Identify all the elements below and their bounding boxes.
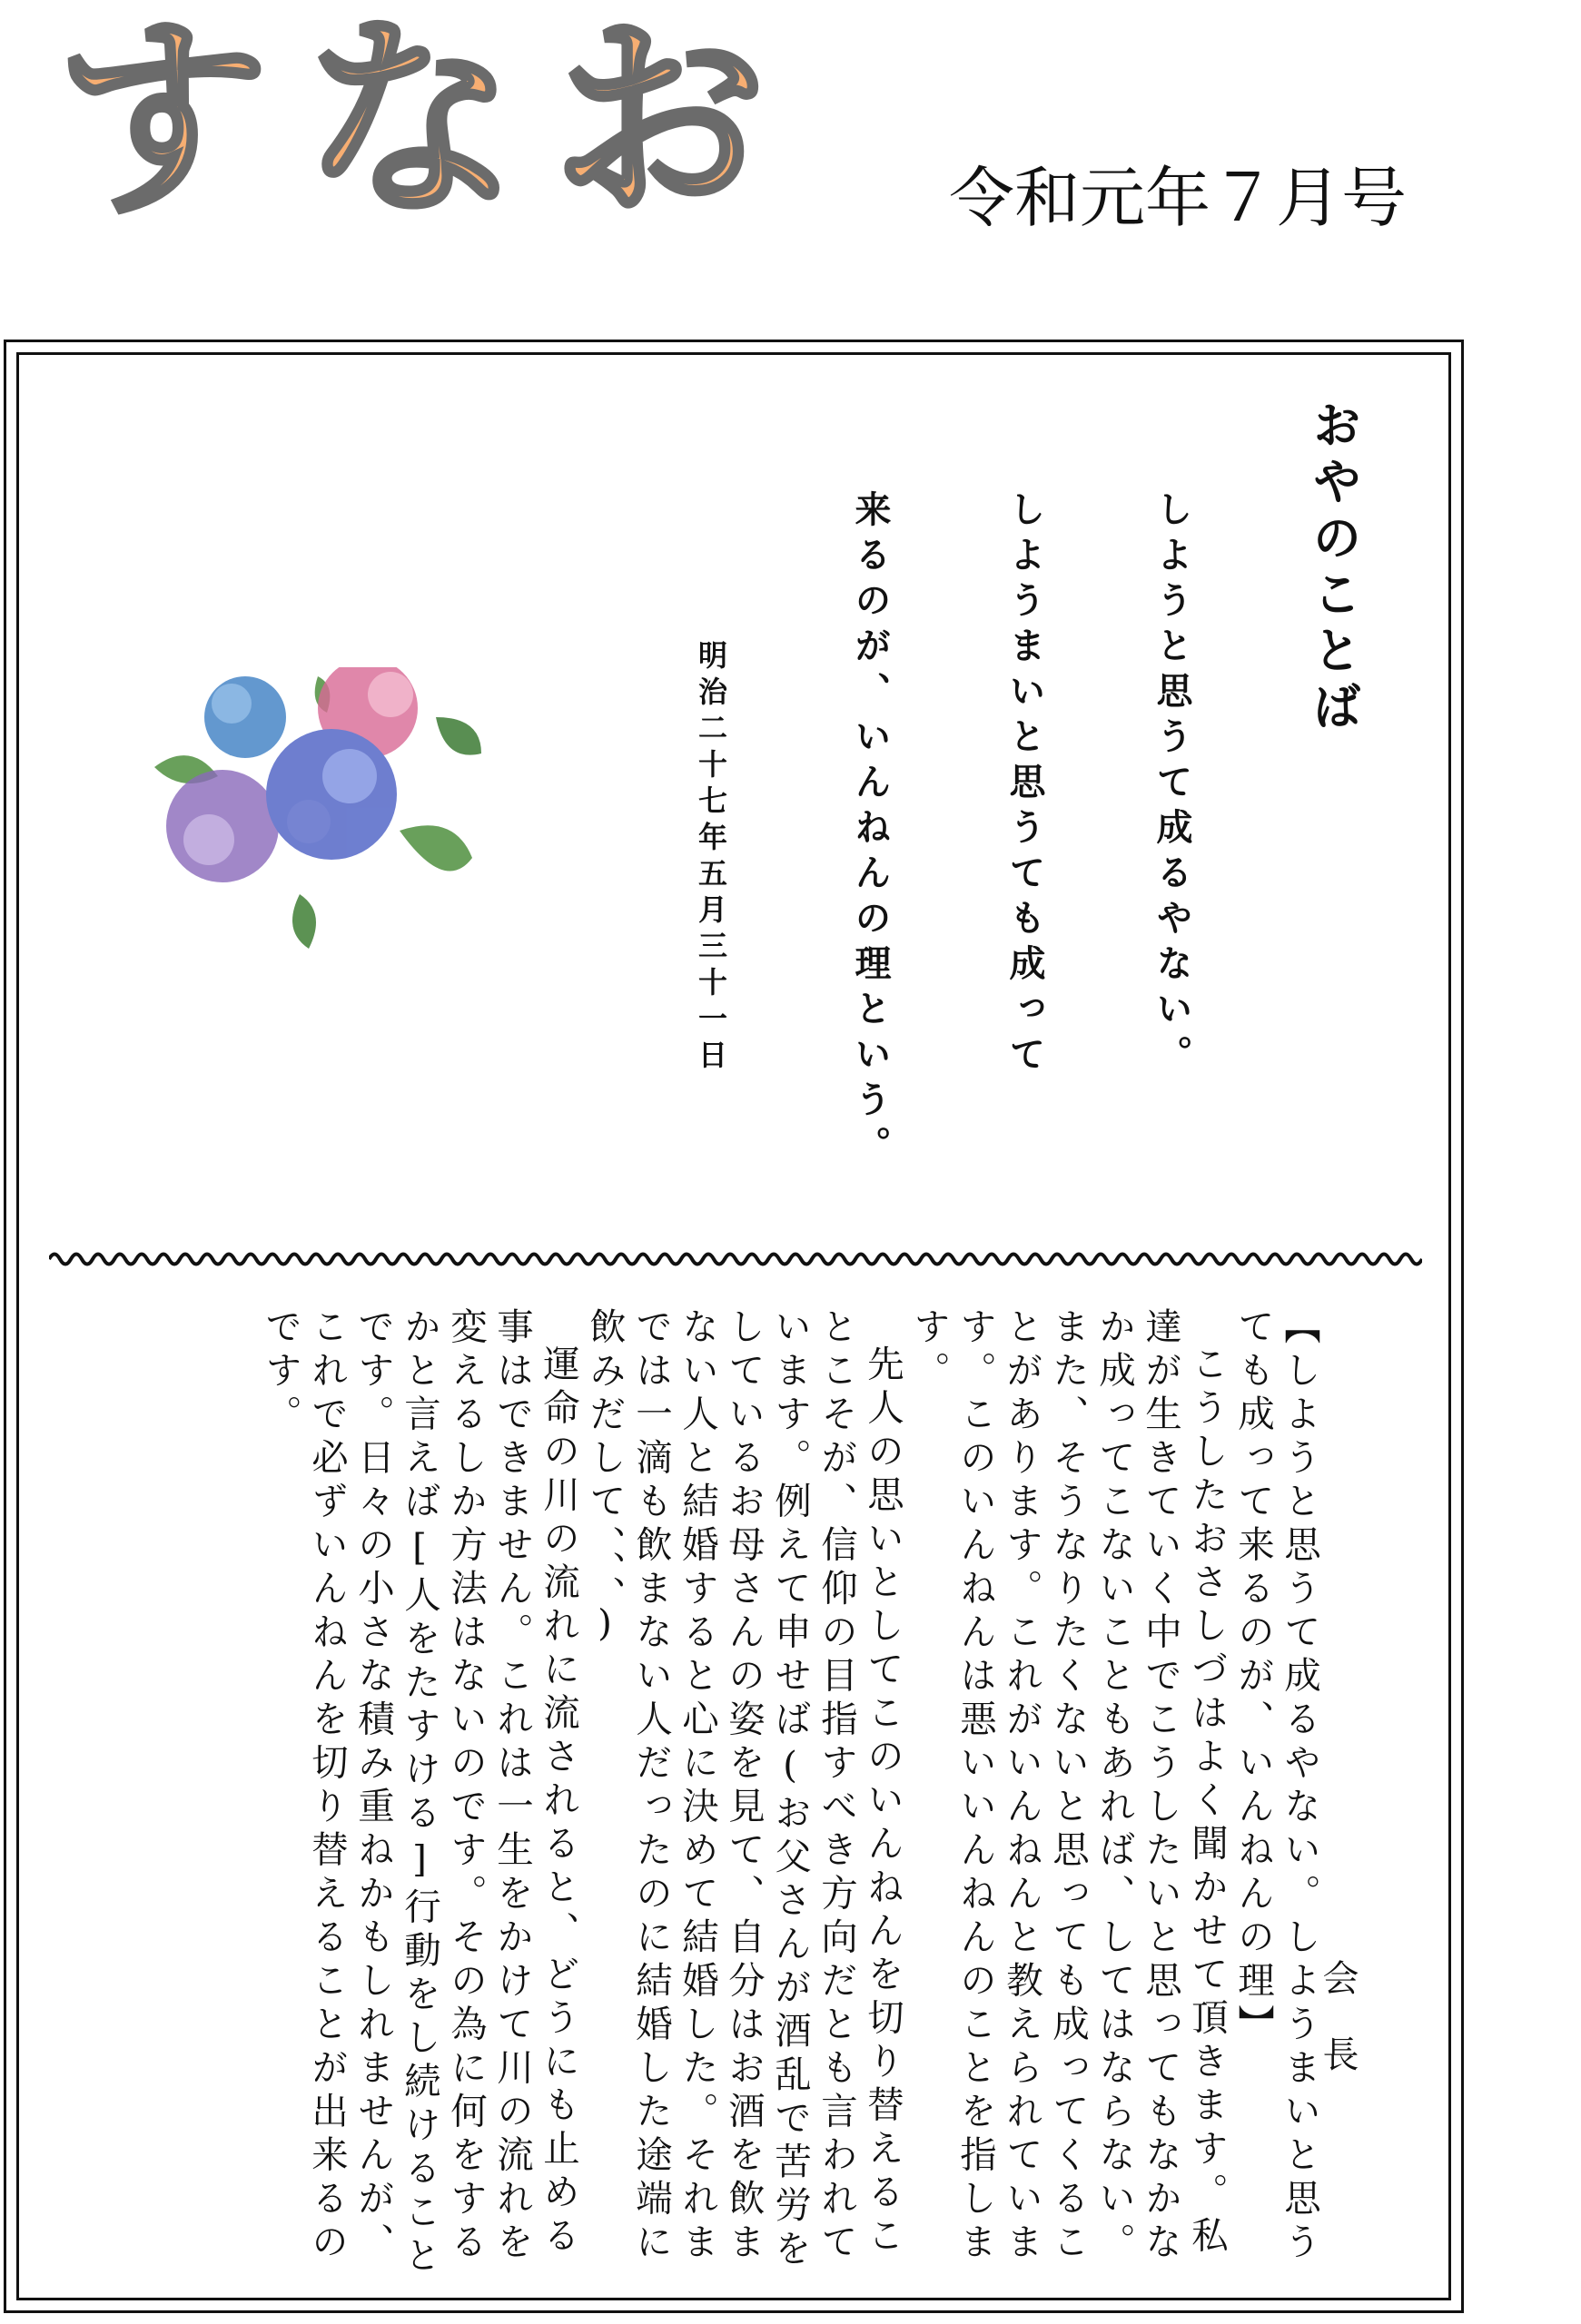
article-heading: 【しようと思うて成るやない。しようまいと思うても成って来るのが、いんねんの理】	[1231, 1307, 1321, 2266]
oya-kotoba-line-2: しようまいと思うても成って	[1003, 490, 1045, 1080]
oya-kotoba-line-3: 来るのが、いんねんの理という。	[849, 490, 891, 1171]
article-body	[78, 1307, 1322, 2297]
wavy-divider	[49, 1246, 1422, 1273]
article-paragraph: こうしたおさしづはよく聞かせて頂きます。私達が生きていく中でこうしたいと思ってもなかなか成ってこないこともあれば、してはならない。また、そうなりたくないと思っても成ってくることがあります。これがいんねんと教えられています。このいんねんは悪いいんねんのことを指します。	[907, 1307, 1229, 2266]
article-author: 会長	[1317, 1959, 1359, 2112]
article-paragraph: 運命の川の流れに流されると、どうにも止める事はできません。これは一生をかけて川の流れを変えるしか方法はないのです。その為に何をするかと言えば[人をたすける]行動をし続けることです。日々の小さな積み重ねかもしれませんが、これで必ずいんねんを切り替えることが出来るのです。	[259, 1307, 580, 2280]
masthead-title: すなお	[54, 0, 802, 245]
article-paragraph: 先人の思いとしてこのいんねんを切り替えることこそが、信仰の目指すべき方向だとも言われています。例えて申せば(お父さんが酒乱で苦労をしているお母さんの姿を見て、自分はお酒を飲まない人と結婚すると心に決めて結婚した。それまでは一滴も飲まない人だったのに結婚した途端に飲みだして、、、)	[583, 1307, 904, 2273]
oya-kotoba-heading: おやのことば	[1305, 399, 1362, 737]
oya-kotoba-line-1: しようと思うて成るやない。	[1151, 490, 1192, 1080]
issue-date: 令和元年７月号	[949, 160, 1408, 236]
oya-kotoba-date: 明治二十七年五月三十一日	[694, 640, 728, 1076]
hydrangea-illustration	[145, 667, 527, 958]
